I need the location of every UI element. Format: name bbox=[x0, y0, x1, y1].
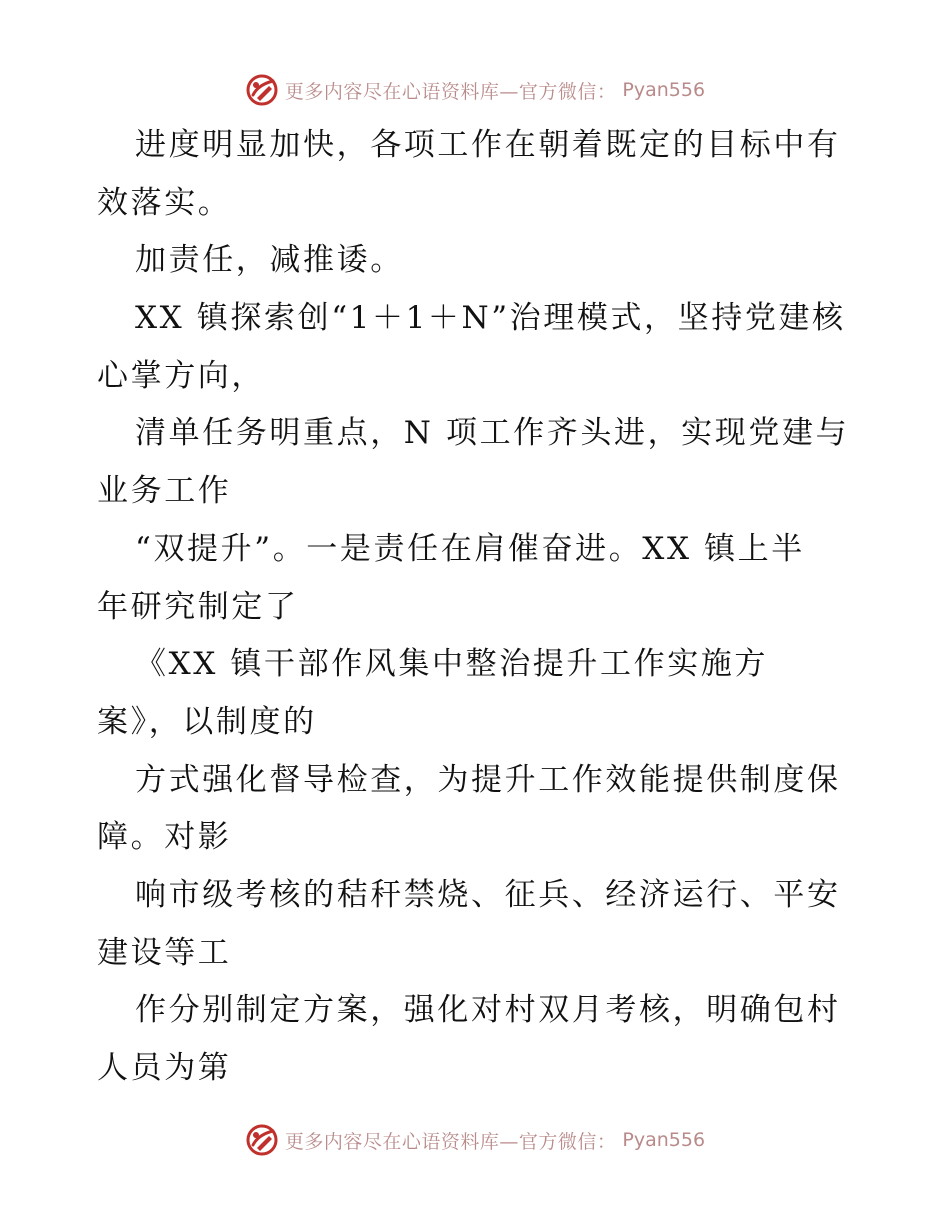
body-line-4: XX 镇探索创“1＋1＋N”治理模式，坚持党建核 bbox=[135, 300, 846, 337]
footer-banner-text: 更多内容尽在心语资料库—官方微信： bbox=[284, 1130, 617, 1153]
body-line-9: 年研究制定了 bbox=[97, 588, 299, 625]
body-line-12: 方式强化督导检查，为提升工作效能提供制度保 bbox=[135, 761, 841, 798]
body-line-3: 加责任，减推诿。 bbox=[135, 242, 404, 279]
body-line-8: “双提升”。一是责任在肩催奋进。XX 镇上半 bbox=[135, 530, 805, 567]
body-line-6: 清单任务明重点，N 项工作齐头进，实现党建与 bbox=[135, 415, 850, 452]
header-banner bbox=[0, 70, 950, 110]
pen-logo-icon bbox=[245, 1123, 279, 1157]
body-line-7: 业务工作 bbox=[97, 473, 232, 510]
body-line-13: 障。对影 bbox=[97, 819, 232, 856]
body-line-1: 进度明显加快，各项工作在朝着既定的目标中有 bbox=[135, 127, 841, 163]
body-line-2: 效落实。 bbox=[97, 184, 232, 221]
body-line-16: 作分别制定方案，强化对村双月考核，明确包村 bbox=[135, 992, 841, 1029]
footer-banner bbox=[0, 1120, 950, 1160]
footer-banner-id: Pyan556 bbox=[622, 1129, 706, 1151]
body-line-11: 案》，以制度的 bbox=[97, 703, 317, 740]
footer-banner-content bbox=[245, 1123, 705, 1157]
pen-logo-icon bbox=[245, 73, 279, 107]
header-banner-text: 更多内容尽在心语资料库—官方微信： bbox=[284, 80, 617, 103]
header-banner-id: Pyan556 bbox=[622, 79, 706, 101]
body-text bbox=[97, 117, 857, 1098]
body-line-15: 建设等工 bbox=[97, 934, 232, 971]
body-line-5: 心掌方向， bbox=[97, 357, 265, 394]
body-line-17: 人员为第 bbox=[97, 1050, 232, 1086]
body-line-14: 响市级考核的秸秆禁烧、征兵、经济运行、平安 bbox=[135, 876, 841, 913]
header-banner-content bbox=[245, 73, 705, 107]
body-line-10: 《XX 镇干部作风集中整治提升工作实施方 bbox=[135, 646, 768, 683]
